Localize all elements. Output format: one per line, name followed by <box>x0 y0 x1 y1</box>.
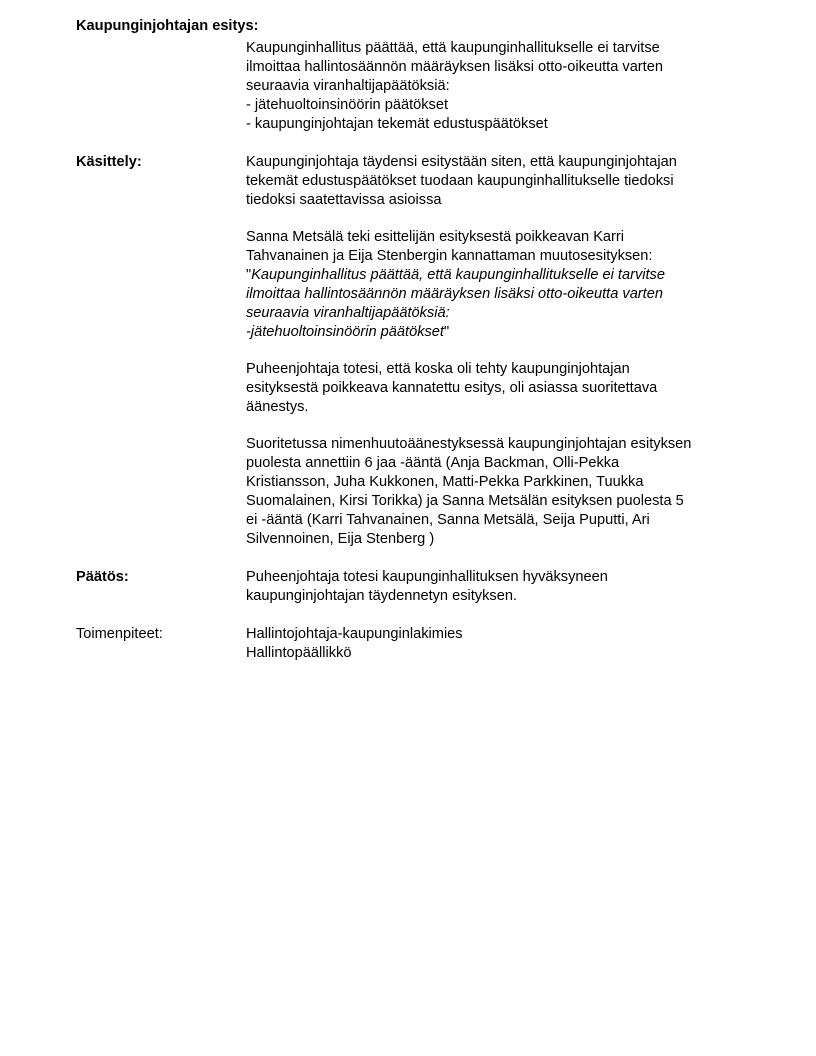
proposal-line: - jätehuoltoinsinöörin päätökset <box>246 97 449 113</box>
proposal-line: seuraavia viranhaltijapäätöksiä: <box>246 78 450 94</box>
handling-line: tekemät edustuspäätökset tuodaan kaupunginhallitukselle tiedoksi <box>246 173 674 189</box>
decision-line: Puheenjohtaja totesi kaupunginhallituksen hyväksyneen <box>246 569 608 585</box>
proposal-label: Kaupunginjohtajan esitys: <box>76 18 259 34</box>
quote-text: Kaupunginhallitus päättää, että kaupunginhallitukselle ei tarvitse <box>251 267 665 283</box>
handling-line: äänestys. <box>246 399 309 415</box>
actions-line: Hallintojohtaja-kaupunginlakimies <box>246 626 463 642</box>
quote-line: ilmoittaa hallintosäännön määräyksen lisäksi otto-oikeutta varten <box>246 286 663 302</box>
quote-open-mark: " <box>246 267 252 283</box>
proposal-line: Kaupunginhallitus päättää, että kaupunginhallitukselle ei tarvitse <box>246 40 660 56</box>
vote-line: Suomalainen, Kirsi Torikka) ja Sanna Metsälän esityksen puolesta 5 <box>246 493 684 509</box>
quote-text: -jätehuoltoinsinöörin päätökset <box>246 324 444 340</box>
proposal-line: - kaupunginjohtajan tekemät edustuspäätökset <box>246 116 548 132</box>
handling-line: Puheenjohtaja totesi, että koska oli tehty kaupunginjohtajan <box>246 361 630 377</box>
decision-label: Päätös: <box>76 569 129 585</box>
quote-line-last <box>246 323 449 342</box>
vote-line: Suoritetussa nimenhuutoäänestyksessä kaupunginjohtajan esityksen <box>246 436 692 452</box>
quote-close-mark: " <box>443 324 450 340</box>
decision-line: kaupunginjohtajan täydennetyn esityksen. <box>246 588 517 604</box>
vote-line: Silvennoinen, Eija Stenberg ) <box>246 531 435 547</box>
handling-label: Käsittely: <box>76 154 142 170</box>
handling-line: esityksestä poikkeava kannatettu esitys, oli asiassa suoritettava <box>246 380 658 396</box>
vote-line: Kristiansson, Juha Kukkonen, Matti-Pekka Parkkinen, Tuukka <box>246 474 644 490</box>
handling-line: tiedoksi saatettavissa asioissa <box>246 192 442 208</box>
actions-label: Toimenpiteet: <box>76 626 163 642</box>
handling-line: Sanna Metsälä teki esittelijän esityksestä poikkeavan Karri <box>246 229 625 245</box>
handling-line: Tahvanainen ja Eija Stenbergin kannattaman muutosesityksen: <box>246 248 653 264</box>
actions-line: Hallintopäällikkö <box>246 645 352 661</box>
quote-line: seuraavia viranhaltijapäätöksiä: <box>246 305 450 321</box>
proposal-line: ilmoittaa hallintosäännön määräyksen lisäksi otto-oikeutta varten <box>246 59 663 75</box>
vote-line: ei -ääntä (Karri Tahvanainen, Sanna Metsälä, Seija Puputti, Ari <box>246 512 650 528</box>
vote-line: puolesta annettiin 6 jaa -ääntä (Anja Backman, Olli-Pekka <box>246 455 620 471</box>
handling-line: Kaupunginjohtaja täydensi esitystään siten, että kaupunginjohtajan <box>246 154 677 170</box>
quote-line-1 <box>246 266 665 285</box>
